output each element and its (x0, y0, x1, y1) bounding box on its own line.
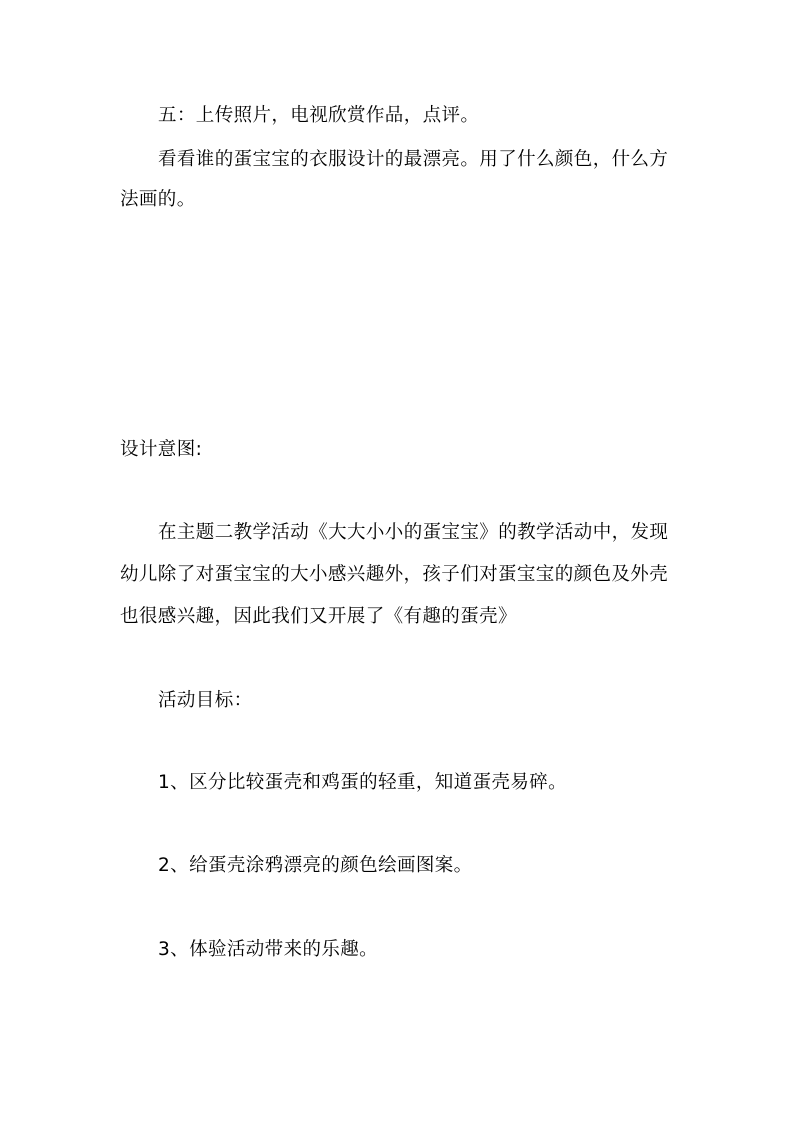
activity-goal-item-3: 3、体验活动带来的乐趣。 (158, 939, 379, 960)
design-intent-paragraph-line-1: 在主题二教学活动《大大小小的蛋宝宝》的教学活动中，发现 (158, 522, 669, 543)
activity-goals-heading: 活动目标： (158, 690, 253, 711)
design-intent-paragraph-line-2: 幼儿除了对蛋宝宝的大小感兴趣外，孩子们对蛋宝宝的颜色及外壳 (120, 564, 669, 585)
activity-goal-item-1: 1、区分比较蛋壳和鸡蛋的轻重，知道蛋壳易碎。 (158, 772, 568, 793)
section-five-paragraph-line-2: 法画的。 (120, 189, 196, 210)
design-intent-heading: 设计意图: (120, 439, 203, 460)
section-five-paragraph-line-1: 看看谁的蛋宝宝的衣服设计的最漂亮。用了什么颜色，什么方 (158, 149, 669, 170)
section-five-heading: 五：上传照片，电视欣赏作品，点评。 (158, 105, 480, 126)
design-intent-paragraph-line-3: 也很感兴趣，因此我们又开展了《有趣的蛋壳》 (120, 606, 517, 627)
activity-goal-item-2: 2、给蛋壳涂鸦漂亮的颜色绘画图案。 (158, 855, 473, 876)
